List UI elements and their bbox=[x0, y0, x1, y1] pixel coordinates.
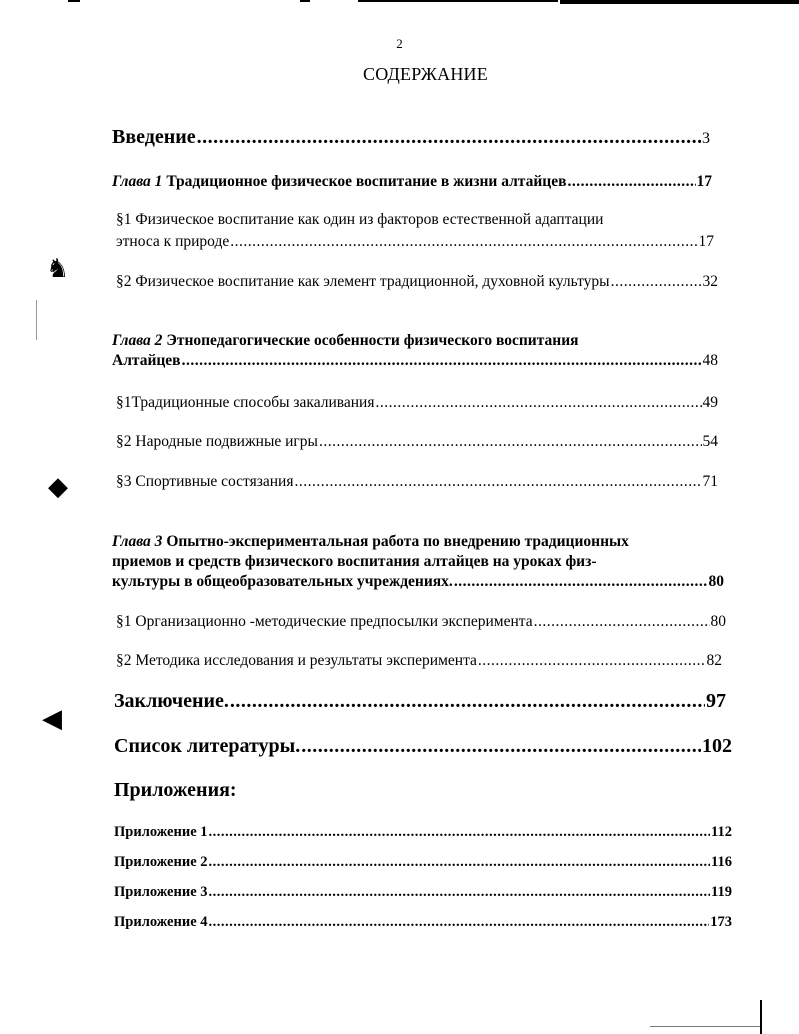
dot-leader bbox=[611, 273, 702, 291]
dot-leader bbox=[182, 352, 702, 370]
dot-leader bbox=[209, 824, 711, 841]
entry-page: 49 bbox=[702, 394, 718, 411]
dot-leader bbox=[454, 573, 708, 591]
toc-section-3-2[interactable] bbox=[116, 652, 722, 670]
dot-leader bbox=[301, 735, 701, 758]
entry-page: 112 bbox=[711, 824, 732, 840]
entry-title: §3 Спортивные состязания bbox=[116, 473, 294, 490]
toc-entry-introduction[interactable] bbox=[112, 126, 710, 149]
dot-leader bbox=[209, 914, 710, 931]
entry-title: Заключение. bbox=[114, 690, 229, 712]
dot-leader bbox=[230, 690, 705, 713]
toc-section-1-1-line1[interactable]: §1 Физическое воспитание как один из факторов естественной адаптации bbox=[116, 211, 604, 228]
dot-leader bbox=[197, 126, 701, 149]
scan-edge-bottom bbox=[650, 1026, 760, 1027]
entry-page: 80 bbox=[708, 573, 724, 590]
toc-entry-chapter3-line1[interactable] bbox=[112, 533, 629, 551]
dot-leader bbox=[294, 473, 701, 491]
dot-leader bbox=[478, 652, 706, 670]
entry-title: культуры в общеобразовательных учреждениях. bbox=[112, 573, 453, 590]
entry-title: Приложение 3 bbox=[114, 884, 208, 900]
page-number: 2 bbox=[396, 36, 403, 51]
entry-page: 71 bbox=[702, 473, 718, 490]
entry-page: 173 bbox=[710, 914, 732, 930]
scan-edge-right bbox=[760, 1000, 762, 1034]
toc-entry-chapter2[interactable] bbox=[112, 352, 718, 370]
entry-page: 102 bbox=[702, 735, 732, 757]
entry-page: 116 bbox=[711, 854, 732, 870]
toc-entry-chapter3[interactable] bbox=[112, 573, 724, 591]
appendices-heading: Приложения: bbox=[114, 779, 237, 801]
scan-edge-top bbox=[358, 0, 558, 2]
toc-entry-appendix-1[interactable] bbox=[114, 824, 732, 841]
entry-page: 80 bbox=[710, 613, 726, 630]
entry-title: Приложение 4 bbox=[114, 914, 208, 930]
toc-entry-chapter2-line1[interactable] bbox=[112, 332, 579, 350]
dot-leader bbox=[209, 854, 711, 871]
toc-section-1-1[interactable] bbox=[116, 233, 714, 251]
toc-section-3-1[interactable] bbox=[116, 613, 726, 631]
dot-leader bbox=[375, 394, 701, 412]
scan-blot: ♞ bbox=[46, 254, 70, 283]
entry-title: §2 Физическое воспитание как элемент традиционной, духовной культуры bbox=[116, 273, 610, 290]
dot-leader bbox=[209, 884, 711, 901]
entry-title: §1 Организационно -методические предпосылки эксперимента bbox=[116, 613, 533, 630]
scan-blot: ◀ bbox=[42, 704, 62, 733]
entry-page: 17 bbox=[698, 233, 714, 250]
entry-title: §1Традиционные способы закаливания bbox=[116, 394, 375, 411]
entry-title: §2 Народные подвижные игры bbox=[116, 433, 318, 450]
entry-title: Приложение 1 bbox=[114, 824, 208, 840]
page-title: СОДЕРЖАНИЕ bbox=[363, 64, 488, 84]
dot-leader bbox=[534, 613, 710, 631]
toc-section-2-3[interactable] bbox=[116, 473, 718, 491]
toc-entry-chapter3-line2[interactable]: приемов и средств физического воспитания алтайцев на уроках физ- bbox=[112, 553, 597, 570]
entry-title: Введение bbox=[112, 126, 196, 148]
entry-title: Опытно-экспериментальная работа по внедрению традиционных bbox=[166, 533, 629, 550]
dot-leader bbox=[319, 433, 702, 451]
entry-title: §2 Методика исследования и результаты эксперимента bbox=[116, 652, 477, 669]
scan-edge-top bbox=[68, 0, 80, 2]
toc-entry-references[interactable] bbox=[114, 735, 732, 758]
dot-leader bbox=[567, 173, 695, 191]
toc-entry-appendix-3[interactable] bbox=[114, 884, 732, 901]
dot-leader bbox=[230, 233, 697, 251]
toc-entry-conclusion[interactable] bbox=[114, 690, 726, 713]
chapter-label: Глава 3 bbox=[112, 533, 163, 550]
entry-page: 3 bbox=[702, 130, 710, 147]
scan-edge-top bbox=[300, 0, 310, 2]
entry-page: 97 bbox=[706, 690, 726, 712]
toc-section-2-2[interactable] bbox=[116, 433, 718, 451]
chapter-label: Глава 1 bbox=[112, 173, 163, 190]
scan-edge-top bbox=[560, 0, 799, 4]
entry-page: 82 bbox=[706, 652, 722, 669]
chapter-label: Глава 2 bbox=[112, 332, 163, 349]
scan-blot: ◆ bbox=[48, 472, 68, 501]
scan-edge-left bbox=[36, 300, 37, 340]
entry-title: Приложение 2 bbox=[114, 854, 208, 870]
entry-page: 17 bbox=[696, 173, 712, 190]
toc-section-1-2[interactable] bbox=[116, 273, 718, 291]
entry-page: 54 bbox=[702, 433, 718, 450]
toc-entry-appendix-4[interactable] bbox=[114, 914, 732, 931]
toc-section-2-1[interactable] bbox=[116, 394, 718, 412]
toc-entry-chapter1[interactable] bbox=[112, 173, 712, 191]
entry-title: Список литературы. bbox=[114, 735, 301, 757]
entry-page: 32 bbox=[702, 273, 718, 290]
toc-entry-appendix-2[interactable] bbox=[114, 854, 732, 871]
entry-title: Алтайцев bbox=[112, 352, 181, 369]
entry-title: Этнопедагогические особенности физического воспитания bbox=[166, 332, 579, 349]
entry-title: этноса к природе bbox=[116, 233, 230, 250]
entry-title: Традиционное физическое воспитание в жизни алтайцев bbox=[166, 173, 567, 190]
entry-page: 48 bbox=[702, 352, 718, 369]
entry-page: 119 bbox=[711, 884, 732, 900]
